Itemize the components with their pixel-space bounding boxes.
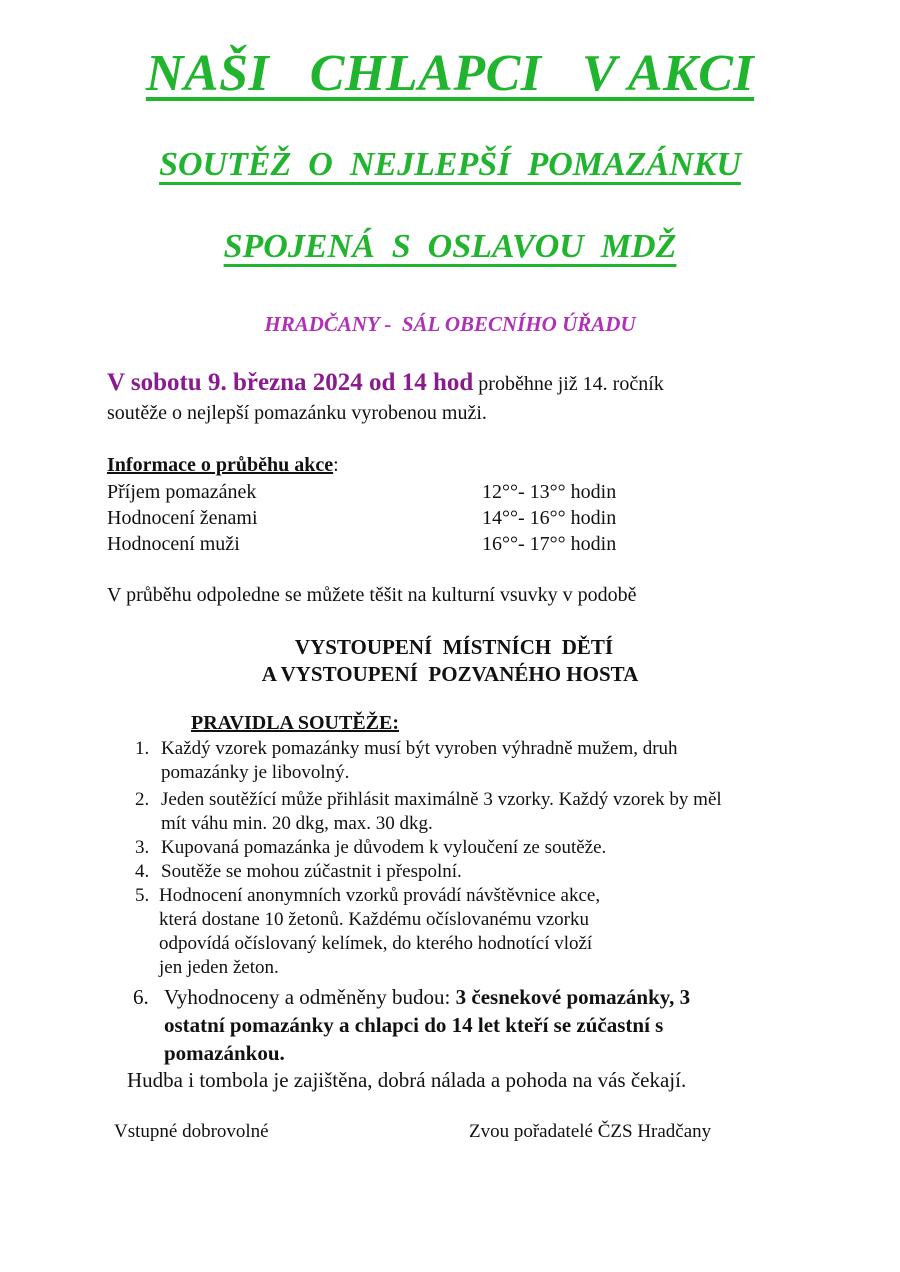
music-note: Hudba i tombola je zajištěna, dobrá nálada a pohoda na vás čekají. xyxy=(127,1068,687,1092)
schedule-label: Příjem pomazánek xyxy=(107,481,257,503)
rule-text: Vyhodnoceny a odměněny budou: 3 česnekové pomazánky, 3 ostatní pomazánky a chlapci do 14 let kteří se zúčastní s pomazánkou. xyxy=(164,985,691,1065)
rule-number: 2. xyxy=(135,789,150,810)
event-date-highlight: V sobotu 9. března 2024 od 14 hod xyxy=(107,369,474,396)
rule-number: 4. xyxy=(135,861,150,882)
performance-children: VYSTOUPENÍ MÍSTNÍCH DĚTÍ xyxy=(294,635,614,659)
rule-text: Jeden soutěžící může přihlásit maximálně 3 vzorky. Každý vzorek by měl mít váhu min. 20 dkg, max. 30 dkg. xyxy=(161,789,722,834)
organizer: Zvou pořadatelé ČZS Hradčany xyxy=(469,1121,712,1142)
rules-heading: PRAVIDLA SOUTĚŽE: xyxy=(191,712,400,734)
intro-rest: proběhne již 14. ročník xyxy=(473,373,664,395)
rule-text: Každý vzorek pomazánky musí být vyroben výhradně mužem, druh pomazánky je libovolný. xyxy=(161,738,678,783)
schedule-time: 14°°- 16°° hodin xyxy=(482,507,617,529)
rule-text: Soutěže se mohou zúčastnit i přespolní. xyxy=(161,861,462,882)
info-heading-colon: : xyxy=(333,454,339,476)
performance-guest: A VYSTOUPENÍ POZVANÉHO HOSTA xyxy=(261,662,639,686)
info-heading-text: Informace o průběhu akce xyxy=(107,454,334,476)
schedule-time: 16°°- 17°° hodin xyxy=(482,533,617,555)
intro-line-1 xyxy=(107,370,664,397)
info-heading xyxy=(107,452,339,478)
schedule-label: Hodnocení muži xyxy=(107,533,240,555)
rule-number: 6. xyxy=(133,985,149,1009)
rule-text: Kupovaná pomazánka je důvodem k vyloučení ze soutěže. xyxy=(161,837,607,858)
rule-number: 3. xyxy=(135,837,150,858)
rule-number: 1. xyxy=(135,738,150,759)
celebration-subtitle: SPOJENÁ S OSLAVOU MDŽ xyxy=(223,228,677,265)
schedule-time: 12°°- 13°° hodin xyxy=(482,481,617,503)
page-title: NAŠI CHLAPCI V AKCI xyxy=(145,45,755,102)
cultural-program-intro: V průběhu odpoledne se můžete těšit na kulturní vsuvky v podobě xyxy=(107,584,637,606)
event-location: HRADČANY - SÁL OBECNÍHO ÚŘADU xyxy=(264,312,636,336)
rule-text: Hodnocení anonymních vzorků provádí návštěvnice akce, která dostane 10 žetonů. Každému očíslovanému vzorku odpovídá očíslovaný kelímek, do kterého hodnotící vloží jen jeden žeton. xyxy=(159,885,601,978)
entry-fee: Vstupné dobrovolné xyxy=(114,1121,269,1142)
rule-number: 5. xyxy=(135,885,150,906)
competition-subtitle: SOUTĚŽ O NEJLEPŠÍ POMAZÁNKU xyxy=(159,146,741,183)
schedule-label: Hodnocení ženami xyxy=(107,507,258,529)
intro-line-2: soutěže o nejlepší pomazánku vyrobenou muži. xyxy=(107,402,487,424)
